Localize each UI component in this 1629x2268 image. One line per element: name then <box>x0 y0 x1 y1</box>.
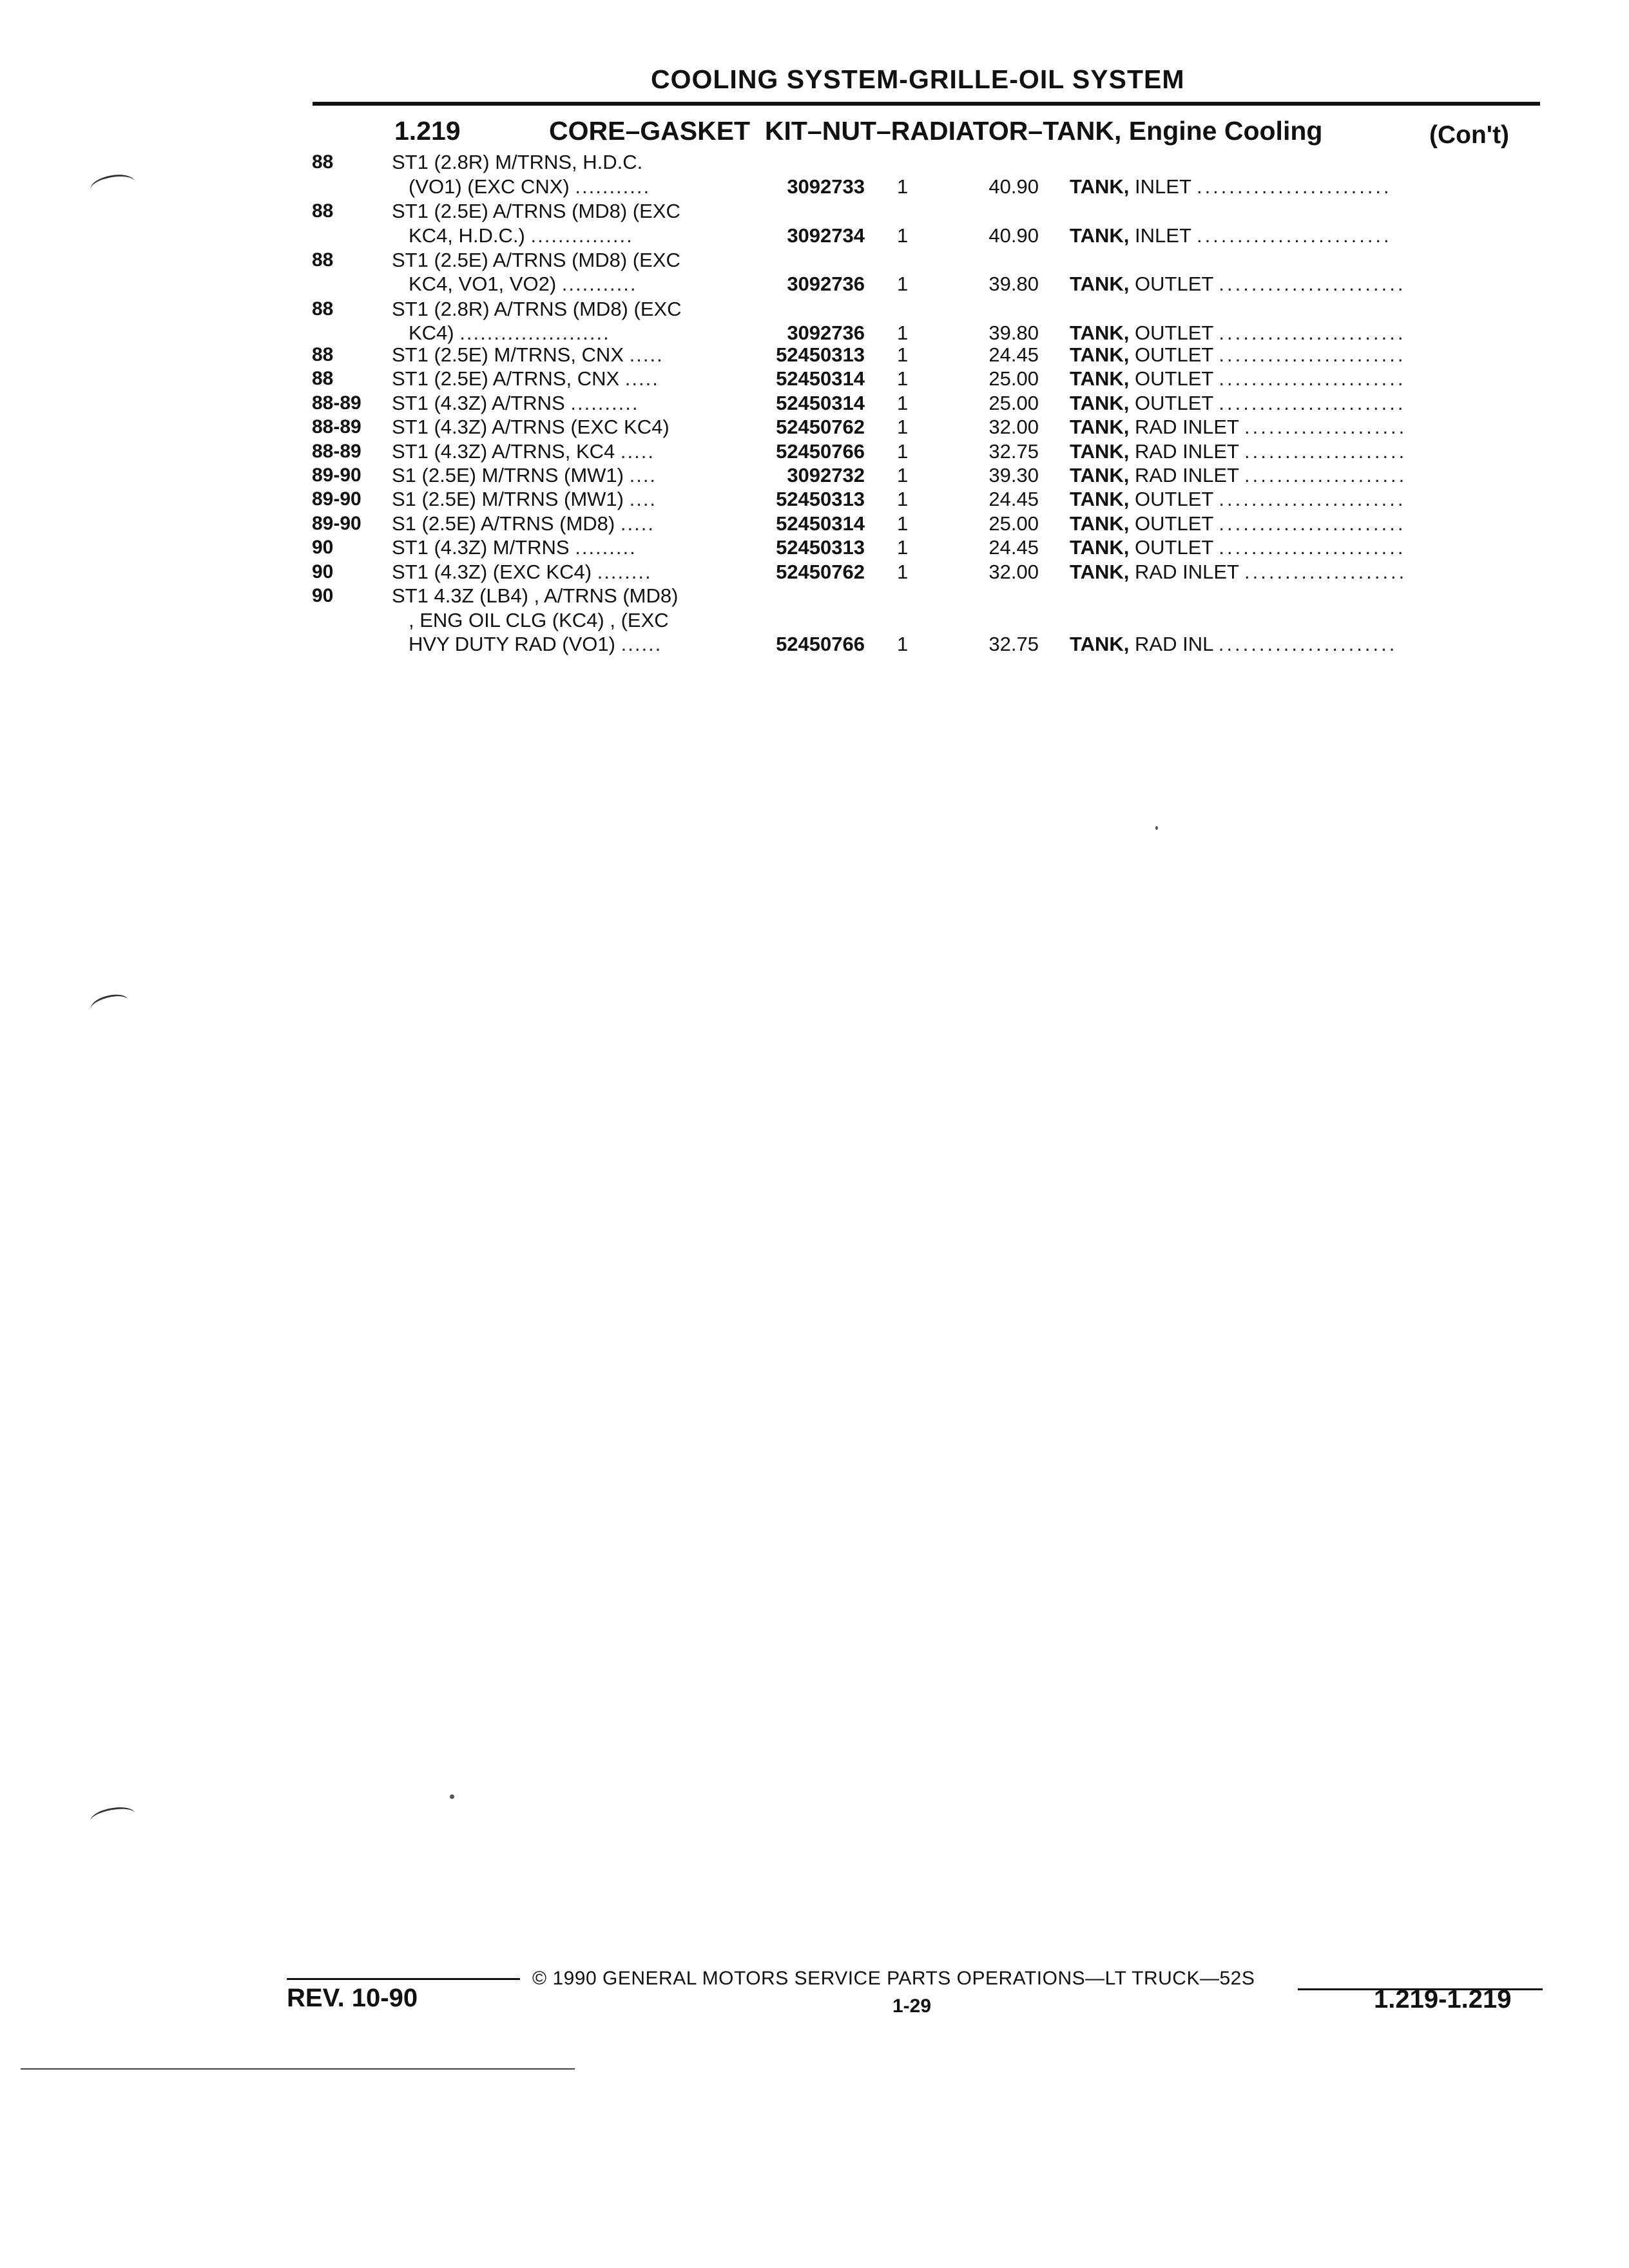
part-name-bold: TANK, <box>1070 512 1130 535</box>
part-name-rest: RAD INL <box>1129 633 1213 655</box>
part-name-rest: OUTLET <box>1129 512 1213 535</box>
description-text: S1 (2.5E) M/TRNS (MW1) <box>392 464 624 486</box>
description-text: ST1 (4.3Z) A/TRNS, KC4 <box>392 440 615 463</box>
part-name-cell <box>1070 559 1407 585</box>
part-number-cell: 52450762 <box>776 416 865 438</box>
part-name-rest: INLET <box>1129 175 1191 198</box>
parts-row <box>0 535 1629 561</box>
year-cell: 88 <box>312 249 334 271</box>
binder-hole-mark-bottom <box>89 1804 137 1831</box>
description-cell <box>392 247 680 273</box>
leader-dots: ......... <box>575 536 637 559</box>
leader-dots: .................... <box>1244 440 1407 463</box>
description-text: ST1 4.3Z (LB4) , A/TRNS (MD8) <box>392 584 679 607</box>
description-cell <box>409 608 669 633</box>
quantity-cell: 1 <box>897 175 909 198</box>
year-cell: 89-90 <box>312 488 361 510</box>
leader-dots: .... <box>629 488 657 510</box>
year-cell: 90 <box>312 561 334 582</box>
quantity-cell: 1 <box>897 322 909 344</box>
description-cell <box>392 559 652 585</box>
quantity-cell: 1 <box>897 512 909 535</box>
parts-row <box>0 198 1629 224</box>
leader-dots: ........................ <box>1196 175 1392 198</box>
part-name-rest: OUTLET <box>1129 488 1213 510</box>
part-name-cell <box>1070 414 1407 440</box>
leader-dots: ..... <box>620 440 655 463</box>
leader-dots: ..... <box>624 367 659 390</box>
leader-dots: ....................... <box>1219 343 1406 366</box>
parts-row <box>0 486 1629 512</box>
price-cell: 25.00 <box>988 512 1039 535</box>
part-name-bold: TANK, <box>1070 536 1130 559</box>
part-number-cell: 52450766 <box>776 633 865 655</box>
leader-dots: .................... <box>1244 464 1407 486</box>
part-name-rest: OUTLET <box>1129 343 1213 366</box>
price-cell: 39.80 <box>988 322 1039 344</box>
part-number-cell: 52450313 <box>776 488 865 510</box>
revision-label: REV. 10-90 <box>287 1984 418 2012</box>
leader-dots: ....................... <box>1219 273 1406 295</box>
leader-dots: ..... <box>629 343 664 366</box>
part-name-cell <box>1070 271 1406 297</box>
description-cell <box>392 342 664 368</box>
part-name-bold: TANK, <box>1070 392 1130 414</box>
description-cell <box>409 631 662 657</box>
description-text: , ENG OIL CLG (KC4) , (EXC <box>409 609 669 631</box>
leader-dots: ....................... <box>1219 392 1406 414</box>
leader-dots: ........... <box>575 175 651 198</box>
parts-row <box>0 174 1629 200</box>
price-cell: 25.00 <box>988 367 1039 390</box>
description-text: S1 (2.5E) M/TRNS (MW1) <box>392 488 624 510</box>
header-rule <box>313 102 1540 106</box>
part-name-rest: OUTLET <box>1129 322 1213 344</box>
parts-row <box>0 559 1629 585</box>
price-cell: 24.45 <box>988 536 1039 559</box>
leader-dots: ..... <box>620 512 655 535</box>
leader-dots: ...... <box>621 633 662 655</box>
description-cell <box>392 198 680 224</box>
year-cell: 88 <box>312 298 334 320</box>
part-name-cell <box>1070 223 1392 249</box>
description-cell <box>409 271 637 297</box>
leader-dots: ....................... <box>1219 367 1406 390</box>
price-cell: 32.00 <box>988 416 1039 438</box>
description-cell <box>392 149 642 175</box>
year-cell: 88 <box>312 368 334 389</box>
quantity-cell: 1 <box>897 633 909 655</box>
section-title: CORE–GASKET KIT–NUT–RADIATOR–TANK, Engine Cooling <box>549 116 1323 146</box>
parts-row <box>0 511 1629 537</box>
part-name-cell <box>1070 174 1392 200</box>
part-name-cell <box>1070 390 1406 416</box>
quantity-cell: 1 <box>897 343 909 366</box>
part-name-rest: RAD INLET <box>1129 440 1239 463</box>
description-cell <box>392 535 637 561</box>
part-name-cell <box>1070 366 1406 392</box>
part-name-bold: TANK, <box>1070 464 1130 486</box>
price-cell: 32.75 <box>988 633 1039 655</box>
leader-dots: ....................... <box>1219 536 1406 559</box>
leader-dots: ....................... <box>1219 512 1406 535</box>
parts-row <box>0 366 1629 392</box>
part-name-bold: TANK, <box>1070 633 1130 655</box>
description-cell <box>392 486 657 512</box>
description-text: S1 (2.5E) A/TRNS (MD8) <box>392 512 615 535</box>
quantity-cell: 1 <box>897 440 909 463</box>
price-cell: 39.30 <box>988 464 1039 486</box>
leader-dots: .... <box>629 464 657 486</box>
description-text: ST1 (2.8R) M/TRNS, H.D.C. <box>392 151 643 173</box>
description-text: ST1 (2.5E) A/TRNS (MD8) (EXC <box>392 249 680 271</box>
price-cell: 24.45 <box>988 343 1039 366</box>
part-name-rest: OUTLET <box>1129 536 1213 559</box>
description-cell <box>392 296 682 322</box>
part-name-bold: TANK, <box>1070 367 1130 390</box>
part-name-cell <box>1070 511 1406 537</box>
parts-row <box>0 631 1629 657</box>
binder-hole-mark-middle <box>88 991 130 1019</box>
description-cell <box>392 414 670 440</box>
description-text: ST1 (2.5E) A/TRNS (MD8) (EXC <box>392 200 680 222</box>
quantity-cell: 1 <box>897 273 909 295</box>
part-name-rest: RAD INLET <box>1129 464 1239 486</box>
parts-row <box>0 342 1629 368</box>
parts-row <box>0 414 1629 440</box>
quantity-cell: 1 <box>897 416 909 438</box>
leader-dots: ........... <box>561 273 637 295</box>
description-text: ST1 (4.3Z) M/TRNS <box>392 536 570 559</box>
description-cell <box>392 390 639 416</box>
description-cell <box>392 463 657 488</box>
parts-row <box>0 247 1629 273</box>
part-name-bold: TANK, <box>1070 440 1130 463</box>
parts-row <box>0 271 1629 297</box>
parts-row <box>0 296 1629 322</box>
part-name-bold: TANK, <box>1070 416 1130 438</box>
part-number-cell: 3092736 <box>787 273 865 295</box>
part-name-bold: TANK, <box>1070 488 1130 510</box>
part-number-cell: 52450314 <box>776 512 865 535</box>
quantity-cell: 1 <box>897 536 909 559</box>
description-text: (VO1) (EXC CNX) <box>409 175 570 198</box>
parts-row <box>0 390 1629 416</box>
part-name-cell <box>1070 439 1407 465</box>
part-number-cell: 52450314 <box>776 392 865 414</box>
part-name-bold: TANK, <box>1070 175 1130 198</box>
part-name-rest: RAD INLET <box>1129 416 1239 438</box>
part-name-bold: TANK, <box>1070 322 1130 344</box>
price-cell: 40.90 <box>988 175 1039 198</box>
part-number-cell: 3092736 <box>787 322 865 344</box>
leader-dots: ........ <box>597 561 652 583</box>
description-cell <box>392 583 678 609</box>
year-cell: 90 <box>312 537 334 558</box>
quantity-cell: 1 <box>897 224 909 247</box>
part-number-cell: 3092733 <box>787 175 865 198</box>
parts-row <box>0 439 1629 465</box>
year-cell: 88-89 <box>312 416 361 437</box>
parts-row <box>0 608 1629 633</box>
copyright-line: © 1990 GENERAL MOTORS SERVICE PARTS OPERATIONS—LT TRUCK—52S <box>532 1968 1255 1989</box>
part-name-bold: TANK, <box>1070 273 1130 295</box>
part-name-bold: TANK, <box>1070 343 1130 366</box>
description-cell <box>392 366 659 392</box>
leader-dots: ...................... <box>1218 633 1398 655</box>
price-cell: 32.00 <box>988 561 1039 583</box>
part-number-cell: 52450314 <box>776 367 865 390</box>
part-name-rest: RAD INLET <box>1129 561 1239 583</box>
year-cell: 89-90 <box>312 513 361 534</box>
leader-dots: ........................ <box>1196 224 1392 247</box>
description-text: ST1 (4.3Z) A/TRNS (EXC KC4) <box>392 416 670 438</box>
page-number: 1-29 <box>892 1995 932 2017</box>
parts-row <box>0 583 1629 609</box>
leader-dots: .......... <box>570 392 639 414</box>
part-name-rest: OUTLET <box>1129 392 1213 414</box>
quantity-cell: 1 <box>897 464 909 486</box>
part-name-cell <box>1070 342 1406 368</box>
description-cell <box>392 439 655 465</box>
section-number: 1.219 <box>394 116 461 146</box>
year-cell: 88 <box>312 344 334 365</box>
scan-speck <box>1155 826 1158 830</box>
part-number-cell: 52450313 <box>776 536 865 559</box>
page-header-title: COOLING SYSTEM-GRILLE-OIL SYSTEM <box>651 64 1185 94</box>
footer-rule-left <box>287 1978 520 1980</box>
price-cell: 25.00 <box>988 392 1039 414</box>
description-text: ST1 (2.5E) A/TRNS, CNX <box>392 367 620 390</box>
year-cell: 88-89 <box>312 441 361 462</box>
part-name-cell <box>1070 486 1406 512</box>
part-name-rest: OUTLET <box>1129 273 1213 295</box>
scan-speck <box>450 1794 454 1799</box>
description-text: KC4) <box>409 322 454 344</box>
parts-row <box>0 223 1629 249</box>
part-number-cell: 3092732 <box>787 464 865 486</box>
footer-rule-bottom <box>21 2068 575 2070</box>
part-number-cell: 3092734 <box>787 224 865 247</box>
description-text: KC4, H.D.C.) <box>409 224 525 247</box>
description-text: HVY DUTY RAD (VO1) <box>409 633 615 655</box>
part-name-rest: OUTLET <box>1129 367 1213 390</box>
year-cell: 89-90 <box>312 465 361 486</box>
year-cell: 90 <box>312 585 334 606</box>
quantity-cell: 1 <box>897 488 909 510</box>
description-text: ST1 (4.3Z) A/TRNS <box>392 392 565 414</box>
price-cell: 40.90 <box>988 224 1039 247</box>
leader-dots: ....................... <box>1219 488 1406 510</box>
part-name-cell <box>1070 535 1406 561</box>
part-number-cell: 52450313 <box>776 343 865 366</box>
price-cell: 32.75 <box>988 440 1039 463</box>
year-cell: 88-89 <box>312 392 361 414</box>
part-name-cell <box>1070 463 1407 488</box>
quantity-cell: 1 <box>897 392 909 414</box>
description-text: ST1 (4.3Z) (EXC KC4) <box>392 561 592 583</box>
description-cell <box>409 174 650 200</box>
section-continued: (Con't) <box>1429 121 1510 149</box>
part-name-rest: INLET <box>1129 224 1191 247</box>
description-text: ST1 (2.5E) M/TRNS, CNX <box>392 343 624 366</box>
price-cell: 39.80 <box>988 273 1039 295</box>
part-number-cell: 52450766 <box>776 440 865 463</box>
quantity-cell: 1 <box>897 561 909 583</box>
part-name-bold: TANK, <box>1070 561 1130 583</box>
section-range: 1.219-1.219 <box>1374 1985 1512 2013</box>
year-cell: 88 <box>312 151 334 173</box>
leader-dots: .................... <box>1244 416 1407 438</box>
part-name-cell <box>1070 631 1397 657</box>
part-number-cell: 52450762 <box>776 561 865 583</box>
part-name-bold: TANK, <box>1070 224 1130 247</box>
leader-dots: ....................... <box>1219 322 1406 344</box>
description-text: ST1 (2.8R) A/TRNS (MD8) (EXC <box>392 298 682 320</box>
parts-row <box>0 149 1629 175</box>
description-text: KC4, VO1, VO2) <box>409 273 557 295</box>
description-cell <box>409 223 633 249</box>
price-cell: 24.45 <box>988 488 1039 510</box>
year-cell: 88 <box>312 200 334 222</box>
leader-dots: .................... <box>1244 561 1407 583</box>
description-cell <box>392 511 655 537</box>
leader-dots: ...................... <box>459 322 610 344</box>
leader-dots: ............... <box>530 224 633 247</box>
parts-row <box>0 463 1629 488</box>
quantity-cell: 1 <box>897 367 909 390</box>
